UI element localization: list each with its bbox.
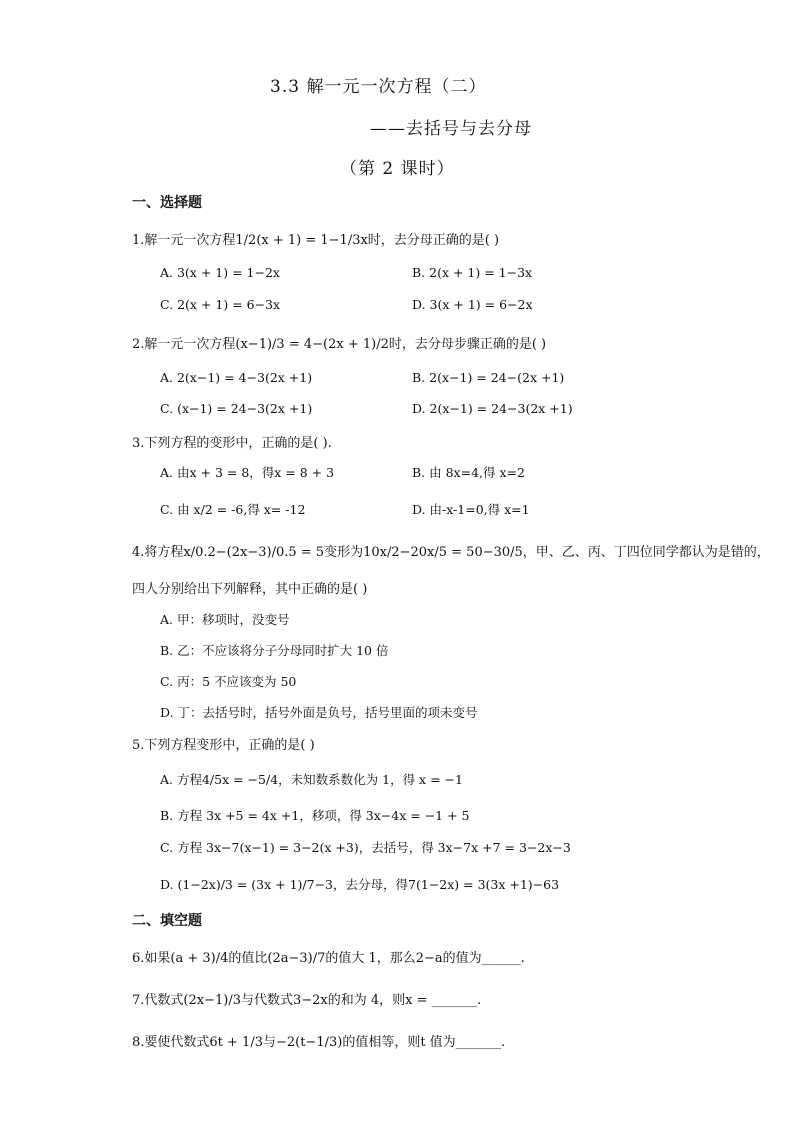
question-stem: 7.代数式(2x−1)/3与代数式3−2x的和为 4，则x = _______. xyxy=(132,993,482,1008)
option-d: D. 2(x−1) = 24−3(2x +1) xyxy=(412,401,573,416)
question-stem: 6.如果(a + 3)/4的值比(2a−3)/7的值大 1，那么2−a的值为______. xyxy=(132,951,525,966)
option-d: D. (1−2x)/3 = (3x + 1)/7−3，去分母，得7(1−2x) = 3(3x +1)−63 xyxy=(160,877,560,892)
question-stem-continued: 四人分别给出下列解释，其中正确的是( ) xyxy=(132,582,368,597)
section-heading-choice: 一、选择题 xyxy=(132,195,202,211)
option-c: C. 由 x/2 = -6,得 x= -12 xyxy=(160,502,306,517)
option-c: C. 2(x + 1) = 6−3x xyxy=(160,297,281,312)
option-c: C. 丙：5 不应该变为 50 xyxy=(160,674,297,689)
question-stem: 4.将方程x/0.2−(2x−3)/0.5 = 5变形为10x/2−20x/5 = 50−30/5，甲、乙、丙、丁四位同学都认为是错的， xyxy=(132,545,770,560)
lesson-label: （第 2 课时） xyxy=(340,159,455,179)
option-c: C. (x−1) = 24−3(2x +1) xyxy=(160,401,313,416)
option-d: D. 3(x + 1) = 6−2x xyxy=(412,297,533,312)
page-title: 3.3 解一元一次方程（二） xyxy=(270,77,487,97)
option-a: A. 由x + 3 = 8，得x = 8 + 3 xyxy=(160,465,335,480)
option-d: D. 丁：去括号时，括号外面是负号，括号里面的项未变号 xyxy=(160,705,478,720)
option-d: D. 由-x-1=0,得 x=1 xyxy=(412,502,530,517)
option-a: A. 方程4/5x = −5/4，未知数系数化为 1，得 x = −1 xyxy=(160,772,463,787)
section-heading-fill: 二、填空题 xyxy=(132,913,202,929)
question-stem: 3.下列方程的变形中，正确的是( ). xyxy=(132,436,332,451)
page-subtitle: ——去括号与去分母 xyxy=(370,119,532,139)
question-stem: 5.下列方程变形中，正确的是( ) xyxy=(132,738,315,753)
option-b: B. 2(x + 1) = 1−3x xyxy=(412,265,533,280)
option-b: B. 由 8x=4,得 x=2 xyxy=(412,465,525,480)
option-a: A. 3(x + 1) = 1−2x xyxy=(160,265,280,280)
option-c: C. 方程 3x−7(x−1) = 3−2(x +3)，去括号，得 3x−7x +7 = 3−2x−3 xyxy=(160,840,571,855)
option-b: B. 方程 3x +5 = 4x +1，移项，得 3x−4x = −1 + 5 xyxy=(160,808,470,823)
question-stem: 2.解一元一次方程(x−1)/3 = 4−(2x + 1)/2时，去分母步骤正确的是( ) xyxy=(132,337,547,352)
option-b: B. 2(x−1) = 24−(2x +1) xyxy=(412,370,565,385)
option-a: A. 2(x−1) = 4−3(2x +1) xyxy=(160,370,313,385)
question-stem: 1.解一元一次方程1/2(x + 1) = 1−1/3x时，去分母正确的是( ) xyxy=(132,233,500,248)
option-a: A. 甲：移项时，没变号 xyxy=(160,612,290,627)
question-stem: 8.要使代数式6t + 1/3与−2(t−1/3)的值相等，则t 值为_______. xyxy=(132,1035,506,1050)
option-b: B. 乙：不应该将分子分母同时扩大 10 倍 xyxy=(160,643,389,658)
